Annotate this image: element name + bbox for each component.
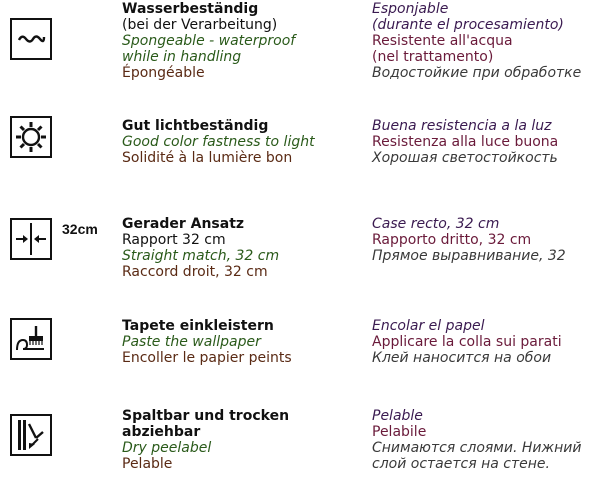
- legend-text-de-en-fr: [122, 318, 362, 366]
- text-en: Straight match, 32 cm: [122, 248, 280, 264]
- title-de: Tapete einkleistern: [122, 318, 274, 334]
- legend-text-de-en-fr: [122, 118, 362, 166]
- text-it: Applicare la colla sui parati: [372, 334, 562, 350]
- text-ru: Клей наносится на обои: [372, 350, 552, 366]
- legend-text-es-it-ru: [372, 318, 600, 366]
- text-es: Encolar el papel: [372, 318, 485, 334]
- text-ru: Прямое выравнивание, 32: [372, 248, 566, 264]
- repeat-size-label: 32cm: [62, 221, 98, 237]
- text-es: Esponjable: [372, 1, 449, 17]
- text-fr: Encoller le papier peints: [122, 350, 292, 366]
- text-ru-2: слой остается на стене.: [372, 456, 550, 472]
- wave-icon: [10, 18, 52, 60]
- legend-text-es-it-ru: [372, 216, 600, 264]
- title-de: Gut lichtbeständig: [122, 118, 269, 134]
- subtitle-de: (bei der Verarbeitung): [122, 17, 278, 33]
- title-de: Spaltbar und trocken: [122, 408, 290, 424]
- text-en: Dry peelabel: [122, 440, 212, 456]
- text-it: Resistenza alla luce buona: [372, 134, 559, 150]
- title-de-2: abziehbar: [122, 424, 201, 440]
- text-en: Spongeable - waterproof: [122, 33, 296, 49]
- text-fr: Raccord droit, 32 cm: [122, 264, 268, 280]
- text-fr: Solidité à la lumière bon: [122, 150, 293, 166]
- text-it: Rapporto dritto, 32 cm: [372, 232, 532, 248]
- text-it: Resistente all'acqua: [372, 33, 513, 49]
- legend-text-es-it-ru: [372, 408, 600, 472]
- peelable-icon: [10, 414, 52, 456]
- text-ru: Водостойкие при обработке: [372, 65, 582, 81]
- title-de: Gerader Ansatz: [122, 216, 245, 232]
- text-ru: Снимаются слоями. Нижний: [372, 440, 582, 456]
- text-it: Pelabile: [372, 424, 427, 440]
- text-es: Case recto, 32 cm: [372, 216, 500, 232]
- legend-text-es-it-ru: [372, 118, 600, 166]
- legend-text-de-en-fr: [122, 408, 362, 472]
- legend-text-de-en-fr: [122, 216, 362, 280]
- text-fr: Épongéable: [122, 65, 205, 81]
- text-en: Paste the wallpaper: [122, 334, 261, 350]
- text-es: Buena resistencia a la luz: [372, 118, 552, 134]
- sun-icon: [10, 116, 52, 158]
- text-ru: Хорошая светостойкость: [372, 150, 558, 166]
- straight-match-icon: [10, 218, 52, 260]
- title-de: Wasserbeständig: [122, 1, 259, 17]
- legend-text-es-it-ru: [372, 1, 600, 81]
- text-es: Pelable: [372, 408, 423, 424]
- text-es-2: (durante el procesamiento): [372, 17, 564, 33]
- legend-text-de-en-fr: [122, 1, 362, 81]
- subtitle-de: Rapport 32 cm: [122, 232, 226, 248]
- text-it-2: (nel trattamento): [372, 49, 494, 65]
- text-en-2: while in handling: [122, 49, 242, 65]
- text-en: Good color fastness to light: [122, 134, 315, 150]
- paste-wallpaper-icon: [10, 318, 52, 360]
- text-fr: Pelable: [122, 456, 173, 472]
